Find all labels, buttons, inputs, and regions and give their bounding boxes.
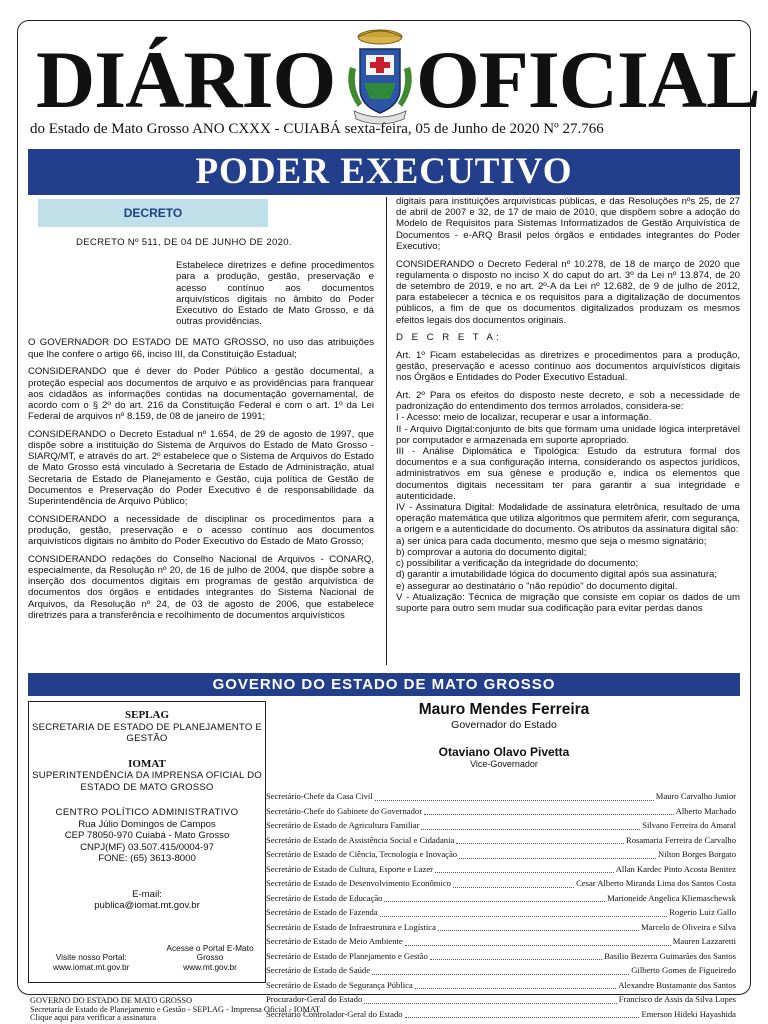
list-item: Secretário-Chefe do Gabinete do Governador Alberto Machado	[266, 805, 736, 816]
page-footer	[30, 997, 320, 1023]
cnpj: CNPJ(MF) 03.507.415/0004-97	[80, 841, 214, 853]
iomat-description: SUPERINTENDÊNCIA DA IMPRENSA OFICIAL DO ESTADO DE MATO GROSSO	[32, 770, 262, 793]
left-column	[28, 199, 374, 628]
decree-title: DECRETO Nº 511, DE 04 DE JUNHO DE 2020.	[76, 237, 292, 248]
list-item: Secretário de Estado de Desenvolvimento Econômico Cesar Alberto Miranda Lima dos Santos Costa	[266, 878, 736, 888]
portal-link[interactable]: www.iomat.mt.gov.br	[53, 961, 130, 972]
portal-emt	[155, 944, 265, 973]
decreta-heading: D E C R E T A:	[396, 332, 502, 344]
article-line: V - Atualização: Técnica de migração que consiste em copiar os dados de um suporte para outro sem mudar sua codificação para evitar perdas danos	[396, 591, 740, 614]
list-item: Secretário de Estado de Assistência Social e Cidadania Rosamaria Ferreira de Carvalho	[266, 834, 736, 845]
list-item: Secretário de Estado de Infraestrutura e Logística Marcelo de Oliveira e Silva	[266, 921, 736, 932]
governor-block	[266, 701, 742, 769]
article-line: Art. 2º Para os efeitos do disposto neste decreto, e sob a necessidade de padronização do entendimento dos termos arrolados, considera-se:	[396, 390, 740, 413]
seplag-heading: SEPLAG	[124, 709, 169, 721]
email-link[interactable]: publica@iomat.mt.gov.br	[94, 900, 200, 911]
right-column	[396, 196, 740, 614]
secretaries-list	[266, 789, 736, 1021]
list-item: Secretário de Estado de Cultura, Esporte e Lazer Allan Kardec Pinto Acosta Benitez	[266, 863, 736, 874]
paragraph: CONSIDERANDO a necessidade de disciplinar os procedimentos para a produção, gestão, preservação e o acesso contínuo aos documentos arquivísticos digitais no âmbito do Poder Executivo do Estado de Mato Grosso;	[28, 513, 374, 548]
paragraph: O GOVERNADOR DO ESTADO DE MATO GROSSO, no uso das atribuições que lhe confere o artigo 66, inciso III, da Constituição Estadual;	[28, 337, 374, 360]
paragraph: CONSIDERANDO o Decreto Federal nº 10.278, de 18 de março de 2020 que regulamenta o disposto no inciso X do caput do art. 3º da Lei nº 13.874, de 20 de setembro de 2019, e no art. 2º-A da Lei nº 12.682, de 9 de julho de 2012, para estabelecer a técnica e os requisitos para a digitalização de documentos públicos, a fim de que os documentos digitalizados produzam os mesmos efeitos legais dos documentos originais.	[396, 258, 740, 326]
masthead-title-right: OFICIAL	[416, 34, 760, 125]
paragraph: CONSIDERANDO o Decreto Estadual nº 1.654, de 29 de agosto de 1997, que dispõe sobre a instituição do Sistema de Arquivos do Estado de Mato Grosso - SIARQ/MT, e através do art. 2º estabelece que o Sistema de Arquivos do Estado de Mato Grosso está vinculado à Secretaria de Estado de Administração, atual Secretaria de Estado de Planejamento e Gestão, cuja política de Gestão de Documentos e Preservação do Poder Executivo é de responsabilidade da Superintendência de Arquivo Público;	[28, 428, 374, 508]
state-coat-of-arms-icon	[340, 27, 420, 127]
list-item: Secretário de Estado de Segurança Pública Alexandre Bustamante dos Santos	[266, 979, 736, 990]
footer-line: Secretaria de Estado de Planejamento e Gestão - SEPLAG - Imprensa Oficial - IOMAT	[30, 1004, 321, 1014]
address-center: CENTRO POLÍTICO ADMINISTRATIVO	[55, 807, 239, 818]
column-divider	[386, 197, 387, 665]
list-item: Secretário de Estado de Saúde Gilberto Gomes de Figueiredo	[266, 965, 736, 975]
list-item: Secretário de Estado de Meio Ambiente Mauren Lazzaretti	[266, 936, 736, 946]
article-line: IV - Assinatura Digital: Modalidade de assinatura eletrônica, resultado de uma operação matemática que utiliza algoritmos que permitem aferir, com segurança, a origem e a autenticidade do documento. Os atributos da assinatura digital são:	[396, 502, 740, 536]
article-1: Art. 1º Ficam estabelecidas as diretrizes e procedimentos para a produção, gestão, preservação e acesso contínuo aos documentos arquivísticos digitais nos Órgãos e Entidades do Poder Executivo Estadual.	[396, 349, 740, 384]
poder-executivo-banner: PODER EXECUTIVO	[28, 149, 740, 195]
portal-label: Acesse o Portal E-Mato Grosso	[166, 942, 254, 962]
article-line: II - Arquivo Digital:conjunto de bits que formam uma unidade lógica interpretável por computador e armazenada em suporte apropriado.	[396, 423, 740, 446]
masthead	[18, 21, 760, 149]
article-line: e) assegurar ao destinatário o "não repúdio" do documento digital.	[396, 580, 678, 592]
article-line: d) garantir a imutabilidade lógica do documento digital após sua assinatura;	[396, 569, 718, 581]
list-item: Secretário Controlador-Geral do Estado Emerson Hideki Hayashida	[266, 1008, 736, 1019]
governo-banner: GOVERNO DO ESTADO DE MATO GROSSO	[28, 673, 740, 696]
seplag-description: SECRETARIA DE ESTADO DE PLANEJAMENTO E GESTÃO	[32, 721, 262, 744]
portal-link[interactable]: www.mt.gov.br	[183, 961, 237, 972]
section-label: DECRETO	[38, 199, 268, 227]
paragraph: CONSIDERANDO que é dever do Poder Público a gestão documental, a proteção especial aos documentos de arquivo e as providências para franquear aos cidadãos as informações contidas na documentação governamental, de acordo com o § 2º do art. 216 da Constituição Federal e com o art. 1º da Lei Federal de arquivos nº 8.159, de 08 de janeiro de 1991;	[28, 366, 374, 423]
article-line: a) ser única para cada documento, mesmo que seja o mesmo signatário;	[396, 535, 707, 547]
verify-signature-link[interactable]: Clique aqui para verificar a assinatura	[30, 1013, 157, 1023]
phone: FONE: (65) 3613-8000	[98, 853, 196, 864]
list-item: Secretário de Estado de Planejamento e Gestão Basilio Bezerra Guimarães dos Santos	[266, 950, 736, 961]
address-cep: CEP 78050-970 Cuiabá - Mato Grosso	[64, 830, 230, 841]
paragraph: CONSIDERANDO redações do Conselho Nacional de Arquivos - CONARQ, especialmente, da Resolução nº 20, de 16 de julho de 2004, que dispõe sobre a inserção dos documentos digitais em programas de gestão arquivística de documentos dos órgãos e entidades integrantes do Sistema Nacional de Arquivos, da Resolução nº 24, de 03 de agosto de 2006, que estabelece diretrizes para a transferência e recolhimento de documentos arquivísticos	[28, 553, 374, 621]
vice-governor-name: Otaviano Olavo Pivetta	[438, 745, 570, 759]
address-street: Rua Júlio Domingos de Campos	[78, 818, 216, 830]
article-line: I - Acesso: meio de localizar, recuperar e usar a informação.	[396, 412, 652, 424]
masthead-subtitle: do Estado de Mato Grosso ANO CXXX - CUIABÁ sexta-feira, 05 de Junho de 2020 Nº 27.766	[30, 121, 604, 137]
list-item: Secretário de Estado de Educação Marioneide Angelica Kliemaschewsk	[266, 892, 736, 903]
governor-title: Governador do Estado	[451, 719, 557, 731]
list-item: Secretário de Estado de Fazenda Rogerio Luiz Gallo	[266, 907, 736, 917]
portal-label: Visite nosso Portal:	[55, 952, 127, 962]
article-line: b) comprovar a autoria do documento digital;	[396, 546, 587, 558]
list-item: Secretário-Chefe da Casa Civil Mauro Carvalho Junior	[266, 791, 736, 801]
article-line: c) possibilitar a verificação da integridade do documento;	[396, 558, 639, 570]
masthead-title-left: DIÁRIO	[36, 34, 336, 125]
iomat-heading: IOMAT	[128, 757, 166, 770]
list-item: Secretário de Estado de Agricultura Familiar Silvano Ferreira do Amaral	[266, 820, 736, 830]
vice-governor-title: Vice-Governador	[470, 759, 538, 769]
email-label: E-mail:	[132, 888, 162, 900]
list-item: Procurador-Geral do Estado Francisco de Assis da Silva Lopes	[266, 994, 736, 1004]
list-item: Secretário de Estado de Ciência, Tecnologia e Inovação Nilton Borges Borgato	[266, 849, 736, 859]
governor-name: Mauro Mendes Ferreira	[418, 701, 590, 718]
publisher-info-box	[28, 701, 266, 983]
footer-line: GOVERNO DO ESTADO DE MATO GROSSO	[30, 996, 193, 1005]
paragraph: digitais para instituições arquivísticas públicas, e das Resoluções nºs 25, de 27 de abril de 2007 e 32, de 17 de maio de 2010, que dispõem sobre a adoção do Modelo de Requisitos para Sistemas Informatizados de Gestão Arquivística de Documentos - e-ARQ Brasil pelos órgãos e entidades integrantes do Poder Executivo;	[396, 196, 740, 252]
portal-iomat	[53, 953, 129, 972]
article-line: III - Análise Diplomática e Tipológica: Estudo da estrutura formal dos documentos e a sua configuração interna, considerando os aspectos jurídicos, administrativos em sua gênese e produção e, indica os elementos que documentos digitais necessitam ter para garantir a sua integridade e autenticidade.	[396, 446, 740, 502]
decree-ementa: Estabelece diretrizes e define procedimentos para a produção, gestão, preservação e acesso contínuo aos documentos arquivísticos digitais no âmbito do Poder Executivo do Estado de Mato Grosso, e dá outras providências.	[176, 260, 374, 328]
article-2	[396, 390, 740, 614]
